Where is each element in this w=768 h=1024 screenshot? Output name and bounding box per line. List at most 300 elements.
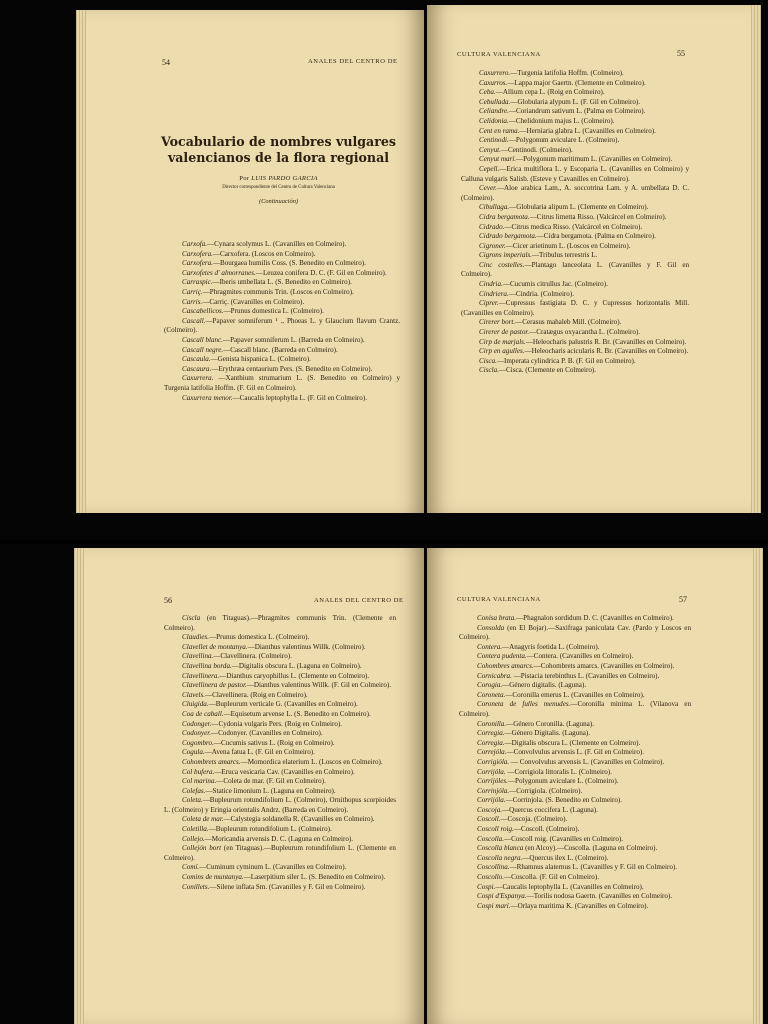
entry-term: Coleta de mar. — [182, 815, 224, 824]
entry-definition: —Polygonum maritimum L. (Cavanilles en Colmeiro). — [516, 155, 673, 164]
entry-term: Coscoja. — [477, 805, 503, 814]
glossary-entry — [461, 88, 689, 98]
glossary-entries — [164, 614, 396, 892]
glossary-entry — [461, 117, 689, 127]
glossary-entry — [459, 672, 691, 682]
page-edge — [753, 548, 763, 1024]
entry-definition: —Papaver somniferum L. (Barreda en Colmeiro). — [222, 335, 365, 344]
running-title: ANALES DEL CENTRO DE — [308, 58, 398, 65]
entry-term: Cogula. — [182, 748, 205, 757]
bottom-spread — [0, 544, 768, 1024]
entry-term: Cirerer de pastor. — [479, 328, 530, 337]
entry-term: Coscoll. — [477, 815, 501, 824]
glossary-entry — [164, 250, 400, 260]
glossary-entry — [164, 336, 400, 346]
glossary-entry — [164, 873, 396, 883]
running-title: ANALES DEL CENTRO DE — [314, 597, 404, 604]
entry-term: Coroneta. — [477, 690, 506, 699]
page-number: 54 — [162, 58, 170, 67]
entry-definition: —Corrigiola. (Colmeiro). — [509, 786, 583, 795]
glossary-entry — [459, 681, 691, 691]
entry-definition: —Dianthus caryophillus L. (Clemente en Colmeiro). — [219, 671, 370, 680]
glossary-entry — [461, 338, 689, 348]
entry-definition: —Digitalis obscura L. (Laguna en Colmeiro). — [231, 661, 362, 670]
glossary-entry — [164, 672, 396, 682]
entry-term: Carraspic. — [182, 278, 213, 287]
entry-term: Codonger. — [182, 719, 212, 728]
entry-term: Cirp de marjals. — [479, 337, 526, 346]
entry-term: Coscoll roig. — [477, 825, 514, 834]
entry-definition: —Coriandrum sativum L. (Palma en Colmeiro). — [508, 107, 646, 116]
entry-term: Cornicabra. — [477, 671, 512, 680]
entry-definition: —Cucumis sativus L. (Roig en Colmeiro). — [213, 738, 335, 747]
entry-term: Coscollina. — [477, 863, 510, 872]
entry-term: Corrigióla. — [477, 757, 510, 766]
entry-term: Corregia. — [477, 729, 505, 738]
entry-term: Colefas. — [182, 786, 206, 795]
entry-definition: —Iberis umbellata L. (S. Benedito en Colmeiro). — [212, 278, 352, 287]
running-title: CULTURA VALENCIANA — [457, 51, 541, 58]
entry-definition: —Convolvulus arvensis L. (F. Gil en Colmeiro). — [506, 748, 645, 757]
glossary-entry — [164, 691, 396, 701]
glossary-entry — [461, 366, 689, 376]
glossary-entry — [459, 624, 691, 643]
glossary-entry — [461, 251, 689, 261]
entry-definition: —Anagyris foetida L. (Colmeiro). — [502, 642, 600, 651]
entry-definition: —Género Coronilla. (Laguna). — [506, 719, 594, 728]
entry-definition: —Codonyer. (Cavanilles en Colmeiro). — [210, 729, 323, 738]
entry-definition: —Turgenia latifolia Hoffm. (Colmeiro). — [510, 69, 624, 77]
glossary-entry — [164, 346, 400, 356]
page-54 — [76, 10, 424, 513]
entry-term: Carris. — [182, 297, 203, 306]
entry-term: Cindriera. — [479, 289, 509, 298]
glossary-entry — [164, 259, 400, 269]
entry-term: Consolda — [477, 623, 505, 632]
entry-term: Clavellinera. — [182, 671, 220, 680]
entry-definition: —Bourgaea humilis Coss. (S. Benedito en Colmeiro). — [212, 259, 366, 268]
entry-definition: —Coronilla emerus L. (Cavanilles en Colmeiro). — [505, 690, 645, 699]
entry-definition: —Caucalis leptophylla L. (F. Gil en Colmeiro). — [232, 393, 367, 402]
glossary-entry — [459, 739, 691, 749]
entry-definition: —Prunus domestica L. (Colmeiro). — [209, 633, 310, 642]
entry-definition: —Chelidonium majus L. (Colmeiro). — [508, 116, 615, 125]
entry-definition: —Quercus ilex L. (Colmeiro). — [522, 853, 609, 862]
glossary-entry — [164, 863, 396, 873]
entry-term: Ciscla. — [479, 366, 499, 375]
glossary-entry — [461, 79, 689, 89]
glossary-entry — [164, 374, 400, 393]
glossary-entry — [459, 902, 691, 912]
entry-term: Cibullaga. — [479, 203, 510, 212]
entry-term: Cigroner. — [479, 241, 506, 250]
entry-term: Centinodi. — [479, 136, 509, 145]
glossary-entry — [459, 691, 691, 701]
entry-definition: —Papaver somniferum ¹ ., Phoeas L. y Glaucium flavum Crantz. (Colmeiro). — [164, 316, 400, 335]
entry-definition: —Tribulus terrestris L. — [531, 251, 598, 260]
glossary-entry — [461, 146, 689, 156]
entry-definition: —Eruca vesicaria Cav. (Cavanilles en Colmeiro). — [214, 767, 355, 776]
entry-definition: —Erythræa centaurium Pers. (S. Benedito en Colmeiro). — [211, 364, 373, 373]
entry-term: Carxofa. — [182, 240, 208, 248]
entry-definition: —Coscolla. (F. Gil en Colmeiro). — [504, 873, 599, 882]
entry-definition: —Clavellinera. (Colmeiro). — [213, 652, 292, 661]
glossary-entry — [461, 318, 689, 328]
entry-term: Coroneta de fulles menudes. — [477, 700, 571, 709]
glossary-entry — [164, 729, 396, 739]
entry-definition: —Dianthus valentinus Willk. (Colmeiro). — [247, 642, 366, 651]
page-number: 55 — [677, 49, 685, 58]
entry-definition: —Statice limonium L. (Laguna en Colmeiro). — [205, 786, 336, 795]
glossary-entry — [164, 355, 400, 365]
entry-term: Cascaura. — [182, 364, 212, 373]
glossary-entry — [459, 777, 691, 787]
page-55 — [427, 5, 761, 513]
entry-term: Cent en rama. — [479, 126, 520, 135]
entry-definition: (en Alcoy).—Coscolla. (Laguna en Colmeiro). — [523, 844, 658, 853]
glossary-entries — [164, 240, 400, 403]
entry-term: Coscolla negra. — [477, 853, 523, 862]
glossary-entry — [459, 796, 691, 806]
entry-definition: (en El Bojar).—Saxifraga paniculata Cav. (Pardo y Loscos en Colmeiro). — [459, 623, 691, 642]
entry-term: Cascall blanc. — [182, 335, 223, 344]
glossary-entry — [461, 347, 689, 357]
glossary-entry — [459, 873, 691, 883]
entry-term: Cascall negre. — [182, 345, 224, 354]
entry-definition: —Caucalis leptophylla L. (Cavanilles en Colmeiro). — [495, 882, 644, 891]
entry-definition: —Cynara scolymus L. (Cavanilles en Colmeiro). — [207, 240, 347, 248]
entry-definition: —Orlaya maritima K. (Cavanilles en Colmeiro). — [510, 901, 649, 910]
entry-term: Col marina. — [182, 777, 217, 786]
glossary-entry — [459, 835, 691, 845]
glossary-entry — [164, 777, 396, 787]
entry-definition: —Avena fatua L. (F. Gil en Colmeiro). — [204, 748, 315, 757]
glossary-entry — [461, 232, 689, 242]
entry-definition: —Coscoll. (Colmeiro). — [513, 825, 580, 834]
entry-definition: — Convolvulus arvensis L. (Cavanilles en Colmeiro). — [509, 757, 665, 766]
glossary-entry — [164, 787, 396, 797]
entry-term: Correjóla. — [477, 748, 507, 757]
entry-definition: —Plantago lanceolata L. (Cavanilles y F. Gil en Colmeiro). — [461, 260, 690, 279]
entry-definition: —Phagnalon sordidum D. C. (Cavanilles en Colmeiro). — [516, 614, 674, 622]
entry-definition: (en Titaguas).—Phragmites communis Trin. (Clemente en Colmeiro). — [164, 614, 396, 632]
entry-term: Carriç. — [182, 287, 203, 296]
entry-definition: —Contera. (Cavanilles en Colmeiro). — [526, 652, 634, 661]
glossary-entry — [459, 700, 691, 719]
entry-definition: —Equisetum arvense L. (S. Benedito en Colmeiro). — [223, 709, 371, 718]
entry-term: Ciprer. — [479, 299, 499, 308]
entry-term: Carxofera. — [182, 249, 213, 258]
glossary-entry — [164, 662, 396, 672]
glossary-entry — [461, 280, 689, 290]
article-title: Vocabulario de nombres vulgares valencianos de la flora regional — [161, 134, 396, 165]
glossary-entry — [461, 155, 689, 165]
entry-definition: —Lappa major Gaertn. (Clemente en Colmeiro). — [507, 78, 646, 87]
entry-definition: —Citrus limetta Risso. (Valcárcel en Colmeiro). — [529, 212, 667, 221]
entry-term: Coleta. — [182, 796, 203, 805]
glossary-entry — [461, 69, 689, 79]
article-header — [156, 134, 401, 205]
glossary-entry — [461, 184, 689, 203]
entry-definition: —Cindria. (Colmeiro). — [508, 289, 574, 298]
entry-term: Conillets. — [182, 882, 210, 891]
entry-definition: —Carriç. (Cavanilles en Colmeiro). — [202, 297, 305, 306]
entry-definition: —Globularia alipum L. (Clemente en Colmeiro). — [509, 203, 649, 212]
entry-definition: —Globularia alypum L. (F. Gil en Colmeiro). — [510, 97, 641, 106]
entry-term: Cluigida. — [182, 700, 209, 709]
glossary-entries — [461, 69, 689, 376]
entry-term: Cidrado. — [479, 222, 505, 231]
entry-definition: —Calystegia soldanella R. (Cavanilles en Colmeiro). — [223, 815, 375, 824]
glossary-entry — [164, 307, 400, 317]
byline: Por LUIS PARDO GARCIA — [239, 175, 318, 182]
entry-term: Caxurrero. — [479, 69, 511, 77]
page-number: 57 — [679, 595, 687, 604]
entry-term: Coscolla blanca — [477, 844, 524, 853]
entry-term: Comí. — [182, 863, 200, 872]
entry-term: Ciscla — [182, 614, 201, 622]
entry-term: Conisa brata. — [477, 614, 517, 622]
entry-term: Cohombrets amarcs. — [182, 757, 241, 766]
page-number: 56 — [164, 596, 172, 605]
entry-definition: —Bupleurum rotundifolium L. (Colmeiro), Ornithopus scorpioides L. (Colmeiro) y Eringia orientalis Andrz. (Barreda en Colmeiro). — [164, 796, 396, 814]
page-edge — [74, 548, 84, 1024]
continuation-note: (Continuación) — [258, 198, 299, 205]
entry-term: Cinc costelles. — [479, 260, 525, 269]
entry-definition: —Bupleurum verticale G. (Cavanilles en Colmeiro). — [208, 700, 358, 709]
entry-definition: —Moricandia arvensis D. C. (Laguna en Colmeiro). — [204, 834, 354, 843]
glossary-entry — [461, 213, 689, 223]
entry-definition: —Erica multiflora L. y Escoparia L. (Cavanilles en Colmeiro) y Calluna vulgaris Salisb. (Esteve y Cavanilles en Colmeiro). — [461, 164, 689, 183]
entry-term: Cenyut marí. — [479, 155, 517, 164]
glossary-entry — [461, 328, 689, 338]
entry-definition: —Cascall blanc. (Barreda en Colmeiro). — [223, 345, 338, 354]
entry-definition: —Momordica elaterium L. (Loscos en Colmeiro). — [240, 757, 383, 766]
entry-term: Codonyer. — [182, 729, 211, 738]
entry-term: Caxurrera menor. — [182, 393, 233, 402]
entry-definition: —Silene inflata Sm. (Cavanilles y F. Gil en Colmeiro). — [209, 882, 366, 891]
entry-term: Caxurrera. — [182, 374, 214, 383]
entry-term: Cirerer bort. — [479, 318, 516, 327]
entry-term: Cepell. — [479, 164, 500, 173]
entry-definition: —Cratægus oxyacantha L. (Colmeiro). — [529, 328, 641, 337]
entry-definition: —Heleocharis acicularis R. Br. (Cavanilles en Colmeiro). — [524, 347, 689, 356]
entry-term: Cascaula. — [182, 355, 211, 364]
entry-term: Col bufera. — [182, 767, 215, 776]
entry-term: Coronilla. — [477, 719, 507, 728]
glossary-entry — [164, 720, 396, 730]
glossary-entry — [461, 165, 689, 184]
glossary-entry — [459, 652, 691, 662]
entry-definition: —Leuzea conifera D. C. (F. Gil en Colmeiro). — [255, 268, 387, 277]
glossary-entry — [461, 357, 689, 367]
entry-definition: (en Titaguas).—Bupleurum rotundifolium L. (Clemente en Colmeiro). — [164, 844, 396, 862]
entry-term: Cidrado bergamota. — [479, 232, 537, 241]
entry-term: Corregia. — [477, 738, 505, 747]
glossary-entry — [459, 863, 691, 873]
glossary-entry — [164, 298, 400, 308]
glossary-entry — [461, 242, 689, 252]
glossary-entry — [459, 883, 691, 893]
glossary-entry — [461, 299, 689, 318]
glossary-entry — [461, 261, 689, 280]
entry-term: Corogia. — [477, 681, 503, 690]
glossary-entry — [164, 652, 396, 662]
entry-definition: —Corrigiola littoralis L. (Colmeiro). — [505, 767, 612, 776]
entry-definition: —Laserpitium siler L. (S. Benedito en Colmeiro). — [243, 873, 386, 882]
glossary-entry — [459, 758, 691, 768]
entry-definition: —Prunus domestica L. (Colmeiro). — [223, 307, 324, 316]
glossary-entry — [164, 643, 396, 653]
glossary-entry — [459, 748, 691, 758]
entry-term: Collejón bort — [182, 844, 222, 853]
entry-term: Clavellinera de pastor. — [182, 681, 247, 690]
entry-definition: —Género Digitalis. (Laguna). — [504, 729, 591, 738]
glossary-entry — [164, 278, 400, 288]
entry-term: Cigrons imperials. — [479, 251, 532, 260]
entry-term: Coscolla. — [477, 834, 504, 843]
glossary-entry — [461, 107, 689, 117]
entry-term: Clavels. — [182, 690, 206, 699]
entry-definition: —Cohombrets amarcs. (Cavanilles en Colmeiro). — [533, 661, 675, 670]
glossary-entry — [164, 739, 396, 749]
entry-definition: —Aloe arabica Lam., A. soccotrina Lam. y A. umbellata D. C. (Colmeiro). — [461, 184, 689, 202]
entry-term: Contera. — [477, 642, 503, 651]
entry-definition: —Coscoja. (Colmeiro). — [500, 815, 568, 824]
glossary-entry — [164, 633, 396, 643]
page-57 — [427, 548, 763, 1024]
glossary-entry — [164, 317, 400, 336]
glossary-entry — [459, 614, 691, 624]
running-title: CULTURA VALENCIANA — [457, 596, 541, 603]
page-56 — [74, 548, 424, 1024]
glossary-entry — [459, 892, 691, 902]
glossary-entry — [164, 269, 400, 279]
entry-term: Cever. — [479, 184, 497, 193]
entry-definition: —Centinodi. (Colmeiro). — [500, 145, 573, 154]
glossary-entry — [459, 729, 691, 739]
glossary-entry — [459, 844, 691, 854]
entry-term: Coletilla. — [182, 825, 209, 834]
glossary-entry — [164, 614, 396, 633]
author-affiliation: Director correspondiente del Centro de Cultura Valenciana — [222, 185, 335, 190]
entry-term: Corrijóla. — [477, 767, 506, 776]
entry-term: Cascabellicos. — [182, 307, 224, 316]
entry-definition: —Carxofera. (Loscos en Colmeiro). — [212, 249, 316, 258]
entry-term: Clavellina. — [182, 652, 214, 661]
entry-definition: —Cidra bergamota. (Palma en Colmeiro). — [536, 232, 656, 241]
glossary-entry — [164, 825, 396, 835]
glossary-entry — [459, 806, 691, 816]
entry-term: Cenyut. — [479, 145, 501, 154]
entry-definition: —Bupleurum rotundifolium L. (Colmeiro). — [208, 825, 332, 834]
entry-term: Cospi. — [477, 882, 496, 891]
entry-definition: —Cerasus mahaleb Mill. (Colmeiro). — [515, 318, 622, 327]
glossary-entry — [164, 835, 396, 845]
entry-definition: —Xanthium strumarium L. (S. Benedito en Colmeiro) y Turgenia latifolia Hoffm. (F. Gil en Colmeiro). — [164, 374, 400, 392]
glossary-entry — [461, 203, 689, 213]
entry-definition: —Clavellinera. (Roig en Colmeiro). — [205, 690, 308, 699]
entry-definition: —Coscoll roig. (Cavanilles en Colmeiro). — [504, 834, 623, 843]
entry-term: Carxofera. — [182, 259, 213, 268]
entry-term: Celiandre. — [479, 107, 509, 116]
glossary-entry — [164, 768, 396, 778]
entry-definition: —Coronilla minima L. (Vilanova en Colmeiro). — [459, 700, 691, 718]
glossary-entry — [459, 854, 691, 864]
entry-definition: —Rhamnus alaternus L. (Cavanilles y F. Gil en Colmeiro). — [509, 863, 678, 872]
entry-term: Corrinjóla. — [477, 786, 510, 795]
glossary-entry — [461, 98, 689, 108]
glossary-entry — [164, 796, 396, 815]
author-name: LUIS PARDO GARCIA — [251, 175, 318, 182]
entry-definition: —Dianthus valentinus Willk. (F. Gil en Colmeiro). — [246, 681, 392, 690]
entry-definition: —Género digitalis. (Laguna). — [502, 681, 587, 690]
entry-definition: —Polygonum aviculare L. (Colmeiro). — [507, 777, 619, 786]
entry-definition: —Corrinjola. (S. Benedito en Colmeiro). — [505, 796, 623, 805]
glossary-entry — [459, 768, 691, 778]
glossary-entry — [164, 365, 400, 375]
entry-definition: —Cydonia vulgaris Pers. (Roig en Colmeiro). — [211, 719, 343, 728]
entry-definition: —Herniaria glabra L. (Cavanilles en Colmeiro). — [519, 126, 656, 135]
entry-definition: —Cicer arietinum L. (Loscos en Colmeiro). — [505, 241, 631, 250]
glossary-entry — [164, 883, 396, 893]
glossary-entry — [459, 825, 691, 835]
glossary-entry — [459, 720, 691, 730]
glossary-entry — [459, 787, 691, 797]
entry-definition: —Coleta de mar. (F. Gil en Colmeiro). — [216, 777, 326, 786]
glossary-entries — [459, 614, 691, 911]
entry-term: Comins de muntanya. — [182, 873, 244, 882]
entry-definition: —Quercus coccifera L. (Laguna). — [502, 805, 598, 814]
glossary-entry — [459, 643, 691, 653]
glossary-entry — [164, 681, 396, 691]
entry-definition: —Pistacia terebinthus L. (Cavanilles en Colmeiro). — [511, 671, 660, 680]
glossary-entry — [164, 815, 396, 825]
entry-term: Corrijóla. — [477, 796, 506, 805]
entry-definition: —Digitalis obscura L. (Clemente en Colmeiro). — [504, 738, 641, 747]
glossary-entry — [459, 662, 691, 672]
entry-term: Cindria. — [479, 280, 503, 289]
glossary-entry — [461, 136, 689, 146]
entry-term: Cohombres amarcs. — [477, 661, 534, 670]
page-edge — [751, 5, 761, 513]
entry-definition: —Cupressus fastigiata D. C. y Cupressus horizontalis Mill. (Cavanilles en Colmeiro). — [461, 299, 689, 317]
glossary-entry — [164, 710, 396, 720]
entry-term: Cospi d'Espanya. — [477, 892, 527, 901]
page-edge — [76, 10, 86, 513]
entry-definition: —Cucumis citrullus Jac. (Colmeiro). — [502, 280, 608, 289]
glossary-entry — [164, 394, 400, 404]
glossary-entry — [164, 758, 396, 768]
entry-term: Caxurros. — [479, 78, 508, 87]
entry-term: Claudies. — [182, 633, 209, 642]
entry-term: Clavellet de montanya. — [182, 642, 248, 651]
entry-definition: —Cuminum cyminum L. (Cavanilles en Colmeiro). — [199, 863, 347, 872]
entry-term: Cascall. — [182, 316, 206, 325]
entry-definition: —Imperata cylindrica P. B. (F. Gil en Colmeiro). — [496, 356, 636, 365]
entry-definition: —Phragmites communis Trin. (Loscos en Colmeiro). — [202, 287, 354, 296]
entry-term: Cirp en agulles. — [479, 347, 525, 356]
glossary-entry — [164, 240, 400, 250]
glossary-entry — [164, 288, 400, 298]
glossary-entry — [461, 127, 689, 137]
entry-definition: —Cisca. (Clemente en Colmeiro). — [498, 366, 597, 375]
glossary-entry — [459, 815, 691, 825]
entry-term: Cidra bergamota. — [479, 212, 530, 221]
entry-definition: —Allium cepa L. (Roig en Colmeiro). — [495, 88, 605, 97]
glossary-entry — [164, 844, 396, 863]
entry-term: Cebullada. — [479, 97, 511, 106]
